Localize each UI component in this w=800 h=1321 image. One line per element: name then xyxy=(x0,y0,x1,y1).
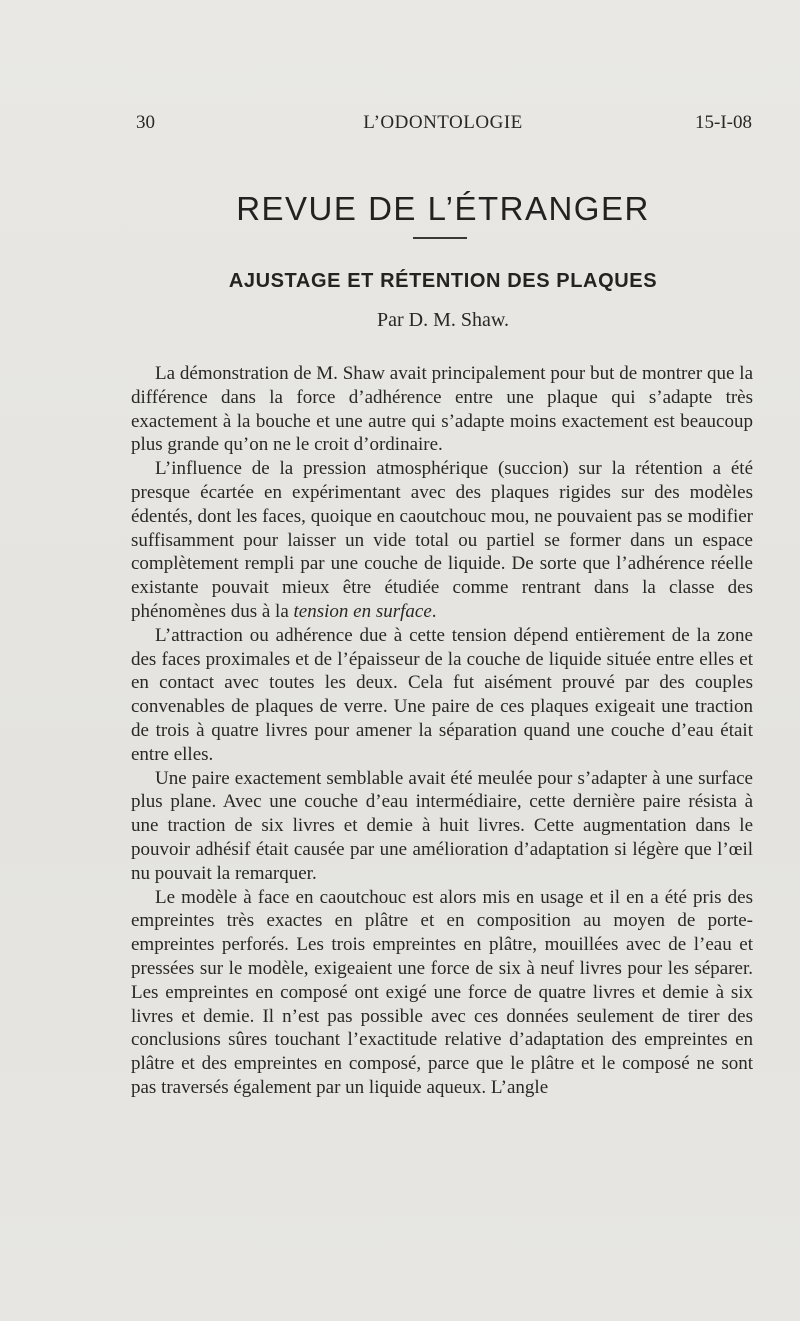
section-title: REVUE DE L’ÉTRANGER xyxy=(236,190,650,227)
paragraph: La démonstration de M. Shaw avait principalement pour but de montrer que la différence dans la force d’adhérence entre une plaque qui s’adapte très exactement à la bouche et une autre qui s’adapte moins exactement est beaucoup plus grande qu’on ne le croit d’ordinaire. xyxy=(131,363,753,456)
article-body xyxy=(131,362,753,1100)
paragraph: L’attraction ou adhérence due à cette tension dépend entièrement de la zone des faces proximales et de l’épaisseur de la couche de liquide située entre elles et en contact avec toutes les deux. Cela fut aisément prouvé par des couples convenables de plaques de verre. Une paire de ces plaques exigeait une traction de trois à quatre livres pour amener la séparation quand une couche d’eau était entre elles. xyxy=(131,624,753,765)
emphasis-text: tension en surface xyxy=(293,600,432,622)
article-title: AJUSTAGE ET RÉTENTION DES PLAQUES xyxy=(228,270,658,292)
running-header xyxy=(134,112,752,140)
article-byline: Par D. M. Shaw. xyxy=(376,309,510,331)
title-divider xyxy=(413,237,467,239)
paragraph: Une paire exactement semblable avait été meulée pour s’adapter à une surface plus plane. Avec une couche d’eau intermédiaire, cette dernière paire résista à une traction de six livres et demie à huit livres. Cette augmentation dans le pouvoir adhésif était causée par une amélioration d’adaptation si légère que l’œil nu pouvait la remarquer. xyxy=(131,767,753,884)
paragraph: L’influence de la pression atmosphérique (succion) sur la rétention a été presque écartée en expérimentant avec des plaques rigides sur des modèles édentés, dont les faces, quoique en caoutchouc mou, ne pouvaient pas se modifier suffisamment pour laisser un vide total ou partiel se former dans un espace complètement rempli par une couche de liquide. De sorte que l’adhérence réelle existante pouvait mieux être étudiée comme rentrant dans la classe des phénomènes dus à la tension en surface. xyxy=(131,458,753,622)
journal-name: L’ODONTOLOGIE xyxy=(363,112,523,133)
issue-date: 15-I-08 xyxy=(695,112,752,133)
page-number: 30 xyxy=(136,112,155,133)
paragraph: Le modèle à face en caoutchouc est alors mis en usage et il en a été pris des empreintes très exactes en plâtre et en composition au moyen de porte-empreintes perforés. Les trois empreintes en plâtre, mouillées avec de l’eau et pressées sur le modèle, exigeaient une force de six à neuf livres pour les séparer. Les empreintes en composé ont exigé une force de quatre livres et demie à six livres et demie. Il n’est pas possible avec ces données seulement de tirer des conclusions sûres touchant l’exactitude relative d’adaptation des empreintes en plâtre et des empreintes en composé, parce que le plâtre et le composé ne sont pas traversés également par un liquide aqueux. L’angle xyxy=(131,886,753,1098)
